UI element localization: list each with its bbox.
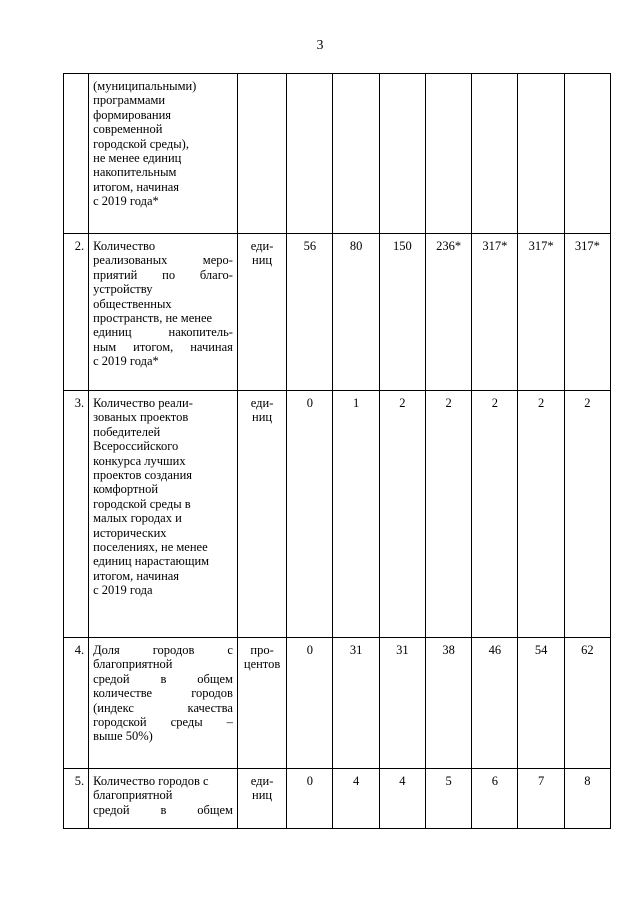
description-line: поселениях, не менее: [93, 540, 208, 555]
value-cell: 8: [564, 769, 610, 829]
description-line: пространств, не менее: [93, 311, 213, 326]
description-line: итогом, начиная: [93, 179, 180, 194]
description-line: современной: [93, 122, 163, 137]
description-line: формирования: [93, 107, 172, 122]
value-cell: 46: [472, 638, 518, 769]
value-cell: 2: [518, 391, 564, 638]
table-row: [64, 74, 611, 234]
unit-line: про-: [250, 643, 274, 657]
unit-line: ниц: [252, 410, 273, 425]
description-line: единиц накопитель-: [93, 325, 233, 340]
unit-line: еди-: [250, 396, 274, 410]
description-line: приятий по благо-: [93, 267, 233, 282]
value-cell: [379, 74, 425, 234]
value-cell: 54: [518, 638, 564, 769]
description-line: с 2019 года*: [93, 194, 159, 209]
table-row: [64, 234, 611, 391]
value-cell: [472, 74, 518, 234]
row-number: 2.: [64, 234, 89, 391]
description-line: благоприятной: [93, 657, 173, 672]
value-cell: 2: [472, 391, 518, 638]
description-line: программами: [93, 93, 166, 108]
description-line: ным итогом, начиная: [93, 339, 233, 354]
row-number: 5.: [64, 769, 89, 829]
value-cell: 0: [287, 769, 333, 829]
value-cell: [287, 74, 333, 234]
indicators-table: [63, 73, 611, 829]
description-line: устройству: [93, 282, 153, 297]
value-cell: 62: [564, 638, 610, 769]
value-cell: [564, 74, 610, 234]
indicator-description: [89, 74, 238, 234]
description-line: реализованых меро-: [93, 253, 233, 268]
value-cell: [518, 74, 564, 234]
value-cell: [425, 74, 471, 234]
value-cell: 2: [379, 391, 425, 638]
value-cell: 150: [379, 234, 425, 391]
description-line: (муниципальными): [93, 79, 197, 93]
value-cell: 56: [287, 234, 333, 391]
description-line: выше 50%): [93, 729, 153, 744]
description-line: количестве городов: [93, 686, 233, 701]
description-line: накопительным: [93, 165, 177, 180]
table-row: [64, 638, 611, 769]
description-line: Количество: [93, 239, 156, 253]
description-line: городской среды в: [93, 496, 191, 511]
value-cell: 7: [518, 769, 564, 829]
value-cell: 2: [425, 391, 471, 638]
description-line: (индекс качества: [93, 700, 233, 715]
description-line: городской среды),: [93, 136, 189, 151]
value-cell: 38: [425, 638, 471, 769]
unit-line: ниц: [252, 253, 273, 268]
indicator-description: [89, 234, 238, 391]
value-cell: 317*: [518, 234, 564, 391]
unit-line: еди-: [250, 239, 274, 253]
table-row: [64, 391, 611, 638]
description-line: Количество городов с: [93, 774, 209, 788]
value-cell: 31: [379, 638, 425, 769]
description-line: средой в общем: [93, 802, 233, 817]
value-cell: 6: [472, 769, 518, 829]
description-line: конкурса лучших: [93, 453, 186, 468]
description-line: Количество реали-: [93, 396, 193, 410]
value-cell: 317*: [472, 234, 518, 391]
table-row: [64, 769, 611, 829]
description-line: проектов создания: [93, 468, 193, 483]
unit-line: еди-: [250, 774, 274, 788]
description-line: исторических: [93, 525, 167, 540]
row-number: 3.: [64, 391, 89, 638]
description-line: не менее единиц: [93, 151, 182, 166]
value-cell: 317*: [564, 234, 610, 391]
unit-line: центов: [243, 657, 281, 672]
value-cell: 2: [564, 391, 610, 638]
description-line: победителей: [93, 424, 161, 439]
value-cell: 5: [425, 769, 471, 829]
description-line: комфортной: [93, 482, 159, 497]
description-line: Доля городов с: [93, 643, 233, 657]
unit-of-measure: [237, 234, 286, 391]
page-number: 3: [316, 38, 324, 53]
row-number: 4.: [64, 638, 89, 769]
indicator-description: [89, 638, 238, 769]
value-cell: 4: [379, 769, 425, 829]
unit-line: ниц: [252, 788, 273, 803]
description-line: зованых проектов: [93, 410, 189, 425]
unit-of-measure: [237, 769, 286, 829]
row-number: [64, 74, 89, 234]
value-cell: [333, 74, 379, 234]
value-cell: 236*: [425, 234, 471, 391]
unit-of-measure: [237, 638, 286, 769]
value-cell: 4: [333, 769, 379, 829]
description-line: итогом, начиная: [93, 568, 180, 583]
description-line: городской среды –: [93, 715, 233, 730]
description-line: малых городах и: [93, 511, 182, 526]
value-cell: 31: [333, 638, 379, 769]
indicator-description: [89, 769, 238, 829]
value-cell: 0: [287, 391, 333, 638]
indicator-description: [89, 391, 238, 638]
unit-of-measure: [237, 74, 286, 234]
description-line: Всероссийского: [93, 439, 179, 454]
value-cell: 80: [333, 234, 379, 391]
value-cell: 0: [287, 638, 333, 769]
unit-of-measure: [237, 391, 286, 638]
description-line: средой в общем: [93, 671, 233, 686]
indicators-table-body: [64, 74, 611, 829]
description-line: благоприятной: [93, 788, 173, 803]
description-line: единиц нарастающим: [93, 554, 210, 569]
description-line: общественных: [93, 296, 172, 311]
value-cell: 1: [333, 391, 379, 638]
description-line: с 2019 года: [93, 583, 153, 598]
description-line: с 2019 года*: [93, 354, 159, 369]
